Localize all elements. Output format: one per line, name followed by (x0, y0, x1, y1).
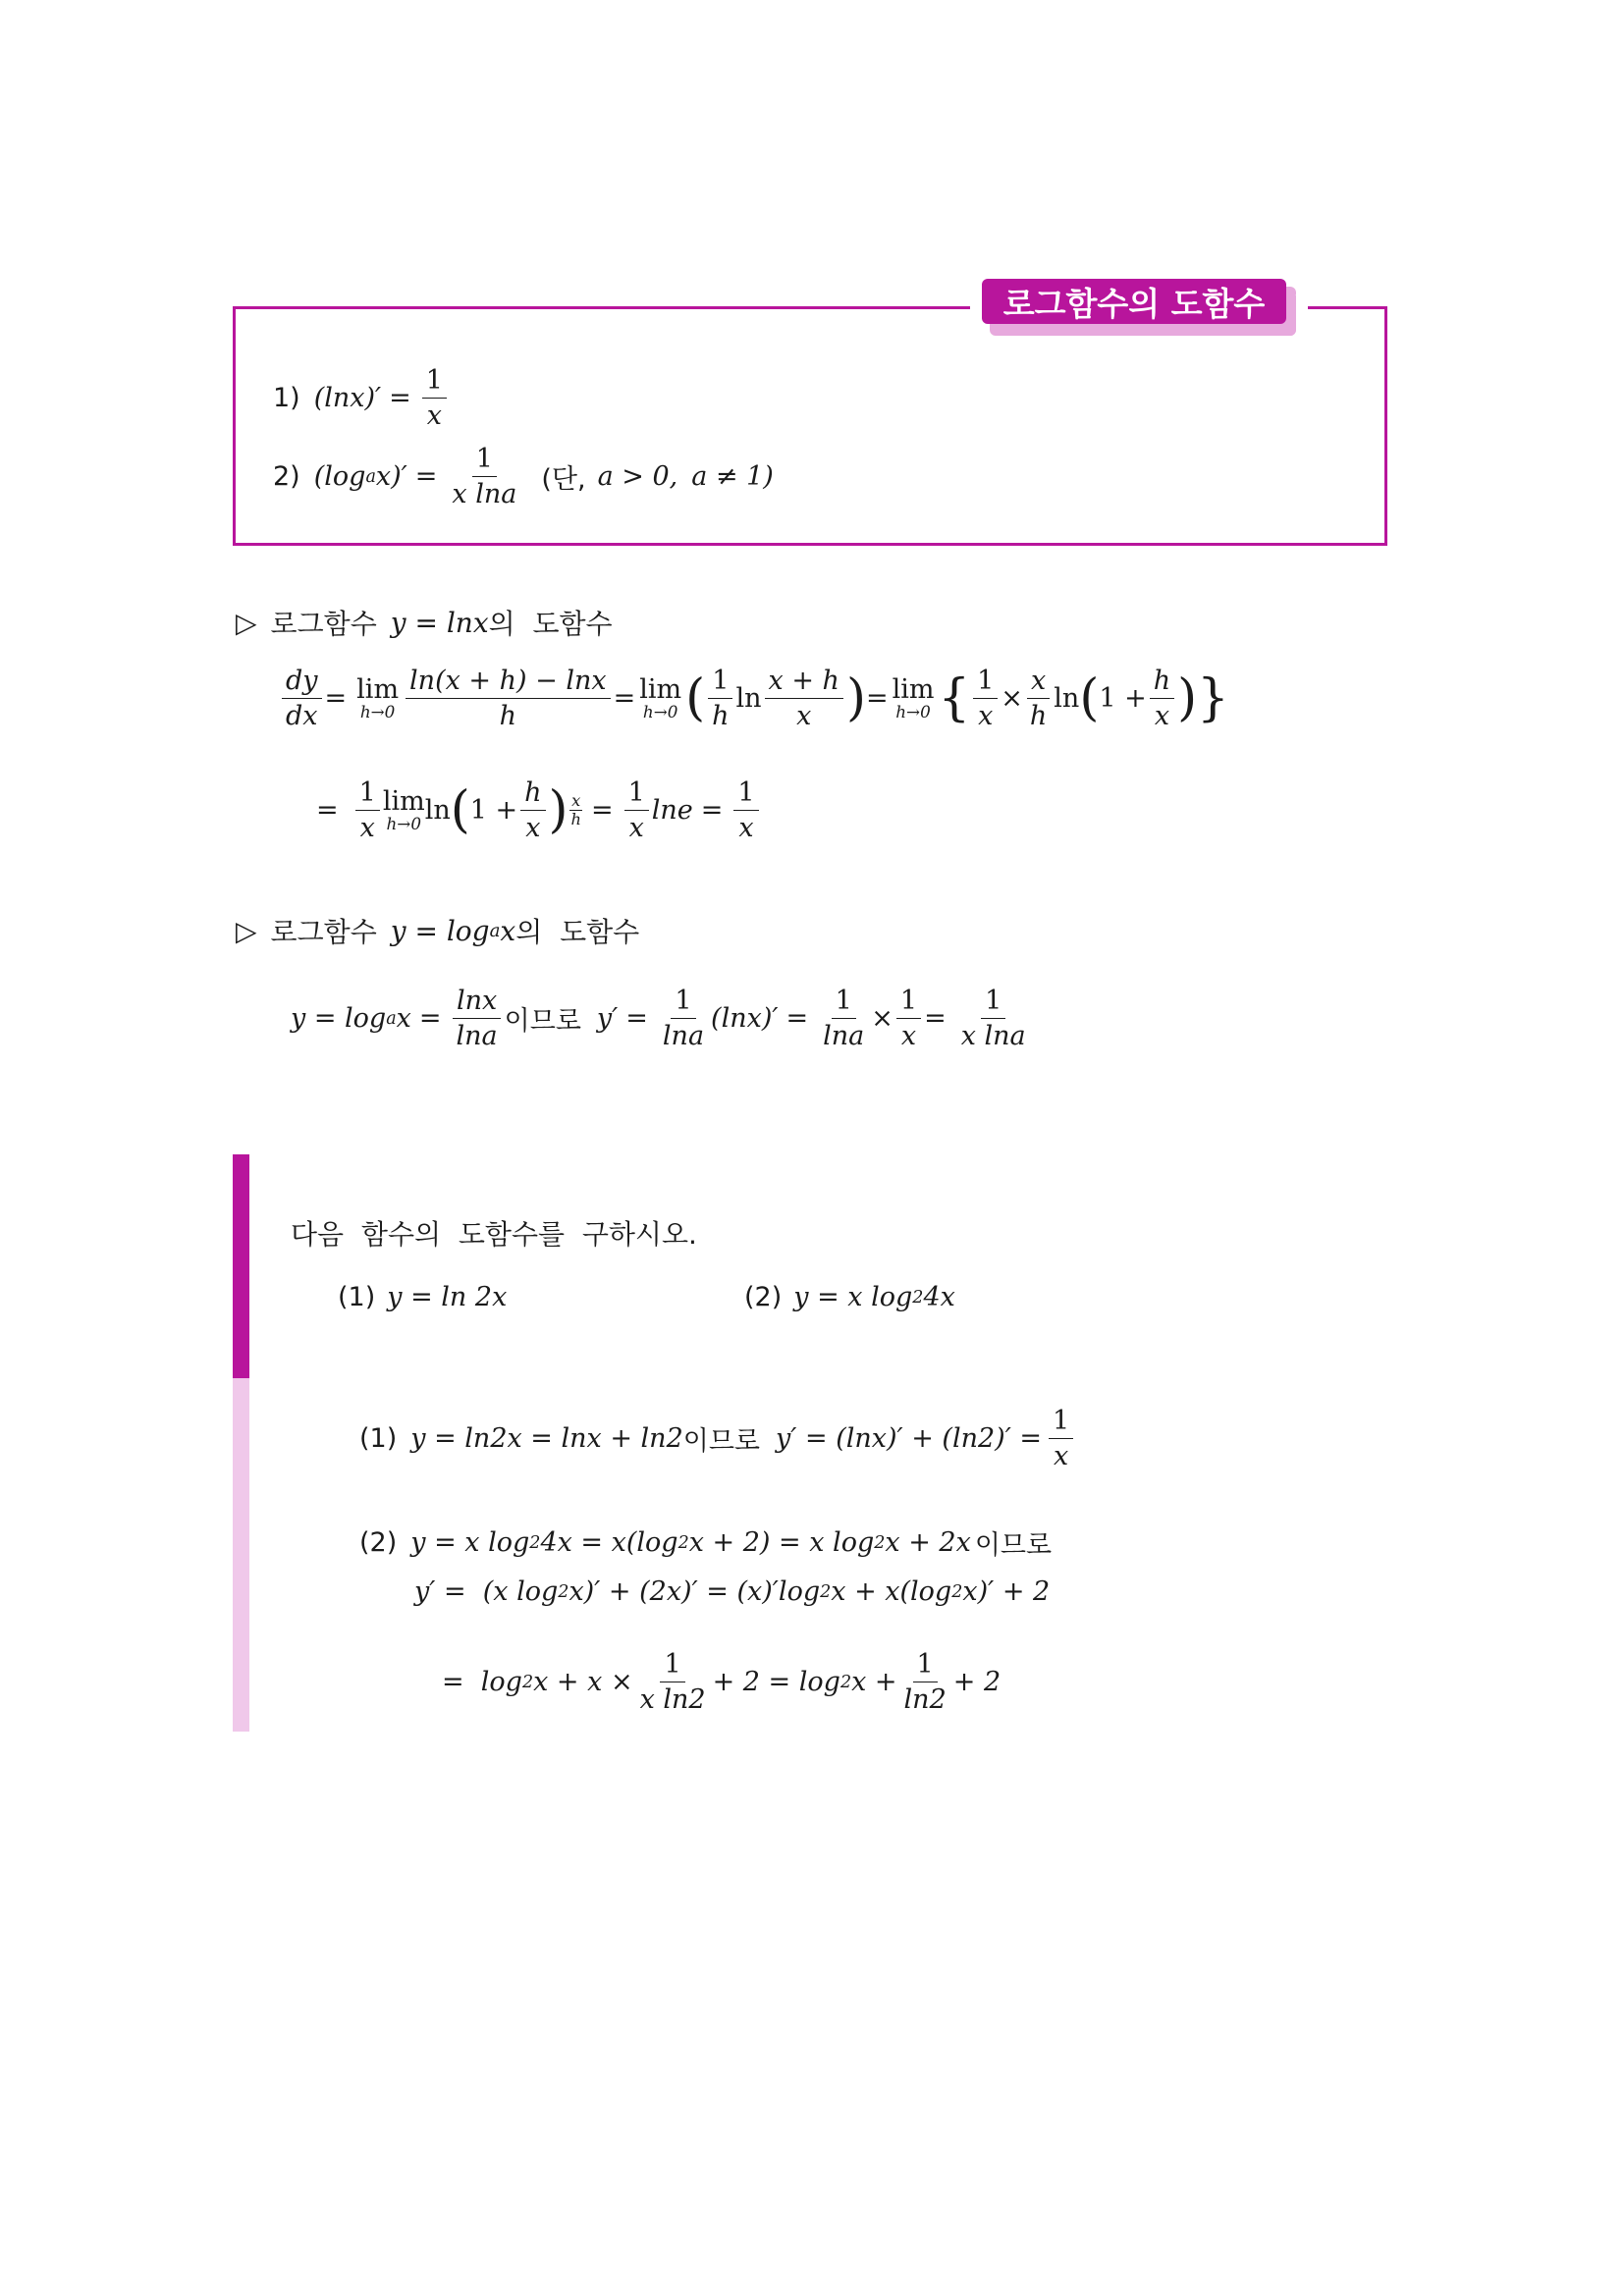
s2-a-b: 2 (529, 1532, 541, 1553)
d2-eq-2: = (625, 1003, 648, 1035)
one-over-h-num: 1 (708, 666, 732, 699)
problem-1-math: y = ln 2x (387, 1282, 508, 1312)
problem-prompt: 다음 함수의 도함수를 구하시오. (291, 1218, 697, 1251)
s2-l3-f: x + (851, 1667, 897, 1698)
dq-num: ln(x + h) − lnx (406, 666, 611, 699)
exp-num: x (571, 791, 581, 811)
hox2-den: x (525, 813, 541, 844)
d2-lnx-prime: (lnx)′ (711, 1003, 779, 1035)
d2-oox-num: 1 (896, 986, 921, 1019)
oox4-den: x (738, 813, 754, 844)
s2-l2-a: y′ = (x log (414, 1576, 559, 1607)
d2-yprime: y′ (596, 1003, 619, 1035)
one-over-x (973, 666, 998, 731)
rule-1-frac-den: x (426, 400, 442, 432)
eq-4: = (316, 795, 339, 827)
rule-1-lhs: (lnx)′ (313, 383, 382, 414)
rule-2-frac-den: x lna (452, 479, 517, 510)
one-plus-1: 1 + (1099, 683, 1147, 715)
lne: lne (651, 795, 693, 827)
triangle-marker-icon: ▷ (236, 606, 257, 639)
rbrace: } (1197, 667, 1229, 727)
section-2-heading-pre: 로그함수 (270, 916, 377, 948)
oox4-num: 1 (733, 777, 758, 811)
hox-den: x (1154, 701, 1170, 732)
d2-times: × (871, 1003, 893, 1035)
d2-lnx-over-lna (453, 986, 502, 1051)
solution-1-fraction (1049, 1406, 1073, 1471)
d2-eq-4: = (924, 1003, 947, 1035)
s2-l2-c: x)′ + (2x)′ = (x)′log (568, 1576, 821, 1607)
s2-l3-frac-2 (900, 1649, 950, 1715)
lim-1 (356, 673, 400, 721)
d2-conj: 이므로 (504, 1006, 581, 1038)
lim-4-sub: h→0 (386, 813, 421, 833)
d2-one-over-x (896, 986, 921, 1051)
solution-1-tail: y′ = (lnx)′ + (ln2)′ = (776, 1423, 1043, 1455)
solution-2-line-2 (414, 1576, 1050, 1607)
s2-l2-b: 2 (558, 1581, 569, 1602)
rparen-1: ) (845, 667, 866, 727)
lbrace: { (938, 667, 971, 727)
section-1-heading-math: y = lnx (390, 606, 489, 639)
one-over-x-4 (733, 777, 758, 843)
rule-2-number: 2) (273, 461, 300, 493)
d2-lhs-tail: x (396, 1003, 411, 1035)
box-title (982, 279, 1286, 324)
lim-2 (639, 673, 682, 721)
x-over-h (1026, 666, 1051, 731)
rule-2-lhs-tail: x)′ (375, 461, 407, 493)
solution-2-line-3 (442, 1649, 1001, 1715)
d2-eq-3: = (785, 1003, 809, 1035)
rule-2-cond-2: a ≠ 1) (691, 461, 774, 493)
d2-eq-1: = (418, 1003, 442, 1035)
s2-l2-f: 2 (951, 1581, 963, 1602)
h-over-x-2 (520, 777, 545, 843)
rule-2-fraction (448, 444, 520, 509)
lim-2-sub: h→0 (642, 701, 678, 721)
oox-den: x (978, 701, 994, 732)
rule-2-base: a (365, 466, 376, 487)
lim-3-sub: h→0 (895, 701, 931, 721)
s2-l3-a: = log (442, 1667, 522, 1698)
lparen-2: ( (1079, 667, 1100, 727)
solution-2-label: (2) (359, 1527, 398, 1558)
difference-quotient (406, 666, 611, 731)
d2-one-over-lna-2 (819, 986, 868, 1051)
exp-den: h (570, 810, 581, 829)
s2-l3-c: x + x × (533, 1667, 633, 1698)
eq-2: = (613, 683, 636, 715)
section-2-heading (236, 911, 639, 950)
oox-num: 1 (973, 666, 998, 699)
section-2-heading-base: a (489, 920, 501, 941)
one-over-h (708, 666, 732, 731)
oox3-den: x (628, 813, 644, 844)
lim-1-sub: h→0 (359, 701, 396, 721)
rparen-3: ) (548, 779, 568, 839)
section-2-heading-post: 의 도함수 (515, 916, 640, 948)
d2-res-num: 1 (981, 986, 1005, 1019)
lim-1-text: lim (356, 673, 400, 705)
rule-2 (273, 444, 774, 509)
exponent-x-over-h (569, 792, 583, 828)
rule-1-number: 1) (273, 383, 300, 414)
s2-c-b: 2 (874, 1532, 886, 1553)
xoh-den: h (1029, 701, 1048, 732)
eq-6: = (700, 795, 724, 827)
solution-2-line-1 (359, 1523, 1052, 1562)
one-over-h-den: h (712, 701, 730, 732)
rule-2-cond-open: (단, (541, 464, 586, 496)
rule-2-cond-1: a > 0, (597, 461, 678, 493)
rule-1-frac-num: 1 (422, 365, 447, 399)
d2-ool2-den: lna (823, 1021, 865, 1052)
lim-3-text: lim (892, 673, 935, 705)
s2-l2-e: x + x(log (831, 1576, 952, 1607)
section-1-heading-pre: 로그함수 (270, 608, 377, 640)
s2-l3-e: 2 (839, 1672, 852, 1692)
s2-a: y = x log (410, 1527, 530, 1558)
solution-1 (359, 1406, 1076, 1471)
problem-1 (338, 1282, 507, 1312)
lparen-3: ( (450, 779, 470, 839)
one-over-x-2 (355, 777, 380, 843)
d2-result (957, 986, 1030, 1051)
s2-l3-g: + 2 (952, 1667, 1001, 1698)
rule-2-eq: = (414, 461, 438, 493)
s2-b-b: 2 (677, 1532, 689, 1553)
dx: dx (286, 701, 318, 732)
s2-l3-f1-den: x ln2 (639, 1684, 706, 1716)
d2-lhs: y = log (291, 1003, 387, 1035)
s2-l3-b: 2 (521, 1672, 534, 1692)
rule-1-eq: = (389, 383, 411, 414)
d2-oox-den: x (900, 1021, 917, 1052)
s2-l3-f2-den: ln2 (903, 1684, 947, 1716)
ln-2: ln (1054, 683, 1080, 715)
section-1-heading (236, 603, 613, 642)
rule-1 (273, 365, 450, 431)
d2-ool-num: 1 (671, 986, 695, 1019)
section-1-heading-post: 의 도함수 (488, 608, 613, 640)
eq-1: = (324, 683, 348, 715)
problem-2-tail: 4x (923, 1282, 955, 1312)
problem-2-base: 2 (912, 1287, 924, 1308)
s2-l2-g: x)′ + 2 (962, 1576, 1051, 1607)
d2-f-den: lna (456, 1021, 498, 1052)
one-plus-2: 1 + (469, 795, 518, 827)
eq-5: = (590, 795, 614, 827)
dydx (282, 666, 322, 731)
one-over-x-3 (624, 777, 649, 843)
eq-3: = (865, 683, 889, 715)
solution-1-conj: 이므로 (682, 1426, 761, 1458)
s1-frac-num: 1 (1049, 1406, 1073, 1439)
d2-f-num: lnx (453, 986, 501, 1019)
times-1: × (1001, 683, 1023, 715)
derivation-1-line-2 (316, 777, 762, 843)
ln-1: ln (735, 683, 762, 715)
s2-l3-frac-1 (636, 1649, 710, 1715)
ln-3: ln (424, 795, 451, 827)
d2-one-over-lna (659, 986, 708, 1051)
xph-den: x (796, 701, 812, 732)
problem-2-math: y = x log (793, 1282, 913, 1312)
d2-ool2-num: 1 (832, 986, 856, 1019)
problem-1-label: (1) (338, 1282, 376, 1312)
oox2-den: x (359, 813, 375, 844)
section-2-heading-math: y = log (390, 914, 490, 947)
rparen-2: ) (1177, 667, 1198, 727)
oox2-num: 1 (355, 777, 380, 811)
hox-num: h (1150, 666, 1174, 699)
xoh-num: x (1027, 666, 1050, 699)
s1-frac-den: x (1054, 1441, 1069, 1472)
s2-l2-d: 2 (820, 1581, 832, 1602)
dy: dy (282, 666, 322, 699)
lim-4 (382, 785, 425, 833)
lim-4-text: lim (382, 785, 425, 817)
derivation-1-line-1 (279, 666, 1229, 731)
rule-1-fraction (422, 365, 447, 431)
x-plus-h-over-x (765, 666, 843, 731)
xph-num: x + h (765, 666, 843, 699)
dq-den: h (499, 701, 517, 732)
rule-2-lhs: (log (313, 461, 366, 493)
d2-res-den: x lna (960, 1021, 1026, 1052)
problem-bar (233, 1154, 249, 1378)
solution-1-math: y = ln2x = lnx + ln2 (410, 1423, 683, 1455)
oox3-num: 1 (624, 777, 649, 811)
lim-3 (892, 673, 935, 721)
box-title-text: 로그함수의 도함수 (1002, 284, 1266, 323)
problem-2-label: (2) (744, 1282, 783, 1312)
s2-l3-f1-num: 1 (660, 1649, 684, 1682)
s2-b-t: x + 2) = x log (688, 1527, 875, 1558)
hox2-num: h (520, 777, 545, 811)
rule-2-frac-num: 1 (472, 444, 497, 477)
s2-conj: 이므로 (974, 1530, 1053, 1561)
solution-1-label: (1) (359, 1423, 398, 1455)
solution-bar (233, 1378, 249, 1732)
section-2-heading-tail: x (500, 914, 516, 947)
lparen-1: ( (685, 667, 706, 727)
problem-2 (744, 1282, 955, 1312)
d2-base: a (386, 1008, 397, 1029)
s2-l3-f2-num: 1 (913, 1649, 938, 1682)
lim-2-text: lim (639, 673, 682, 705)
h-over-x (1150, 666, 1174, 731)
triangle-marker-icon-2: ▷ (236, 914, 257, 947)
s2-c-t: x + 2x (885, 1527, 971, 1558)
d2-ool-den: lna (662, 1021, 705, 1052)
s2-l3-d: + 2 = log (712, 1667, 840, 1698)
derivation-2 (291, 986, 1033, 1051)
s2-a-t: 4x = x(log (540, 1527, 678, 1558)
